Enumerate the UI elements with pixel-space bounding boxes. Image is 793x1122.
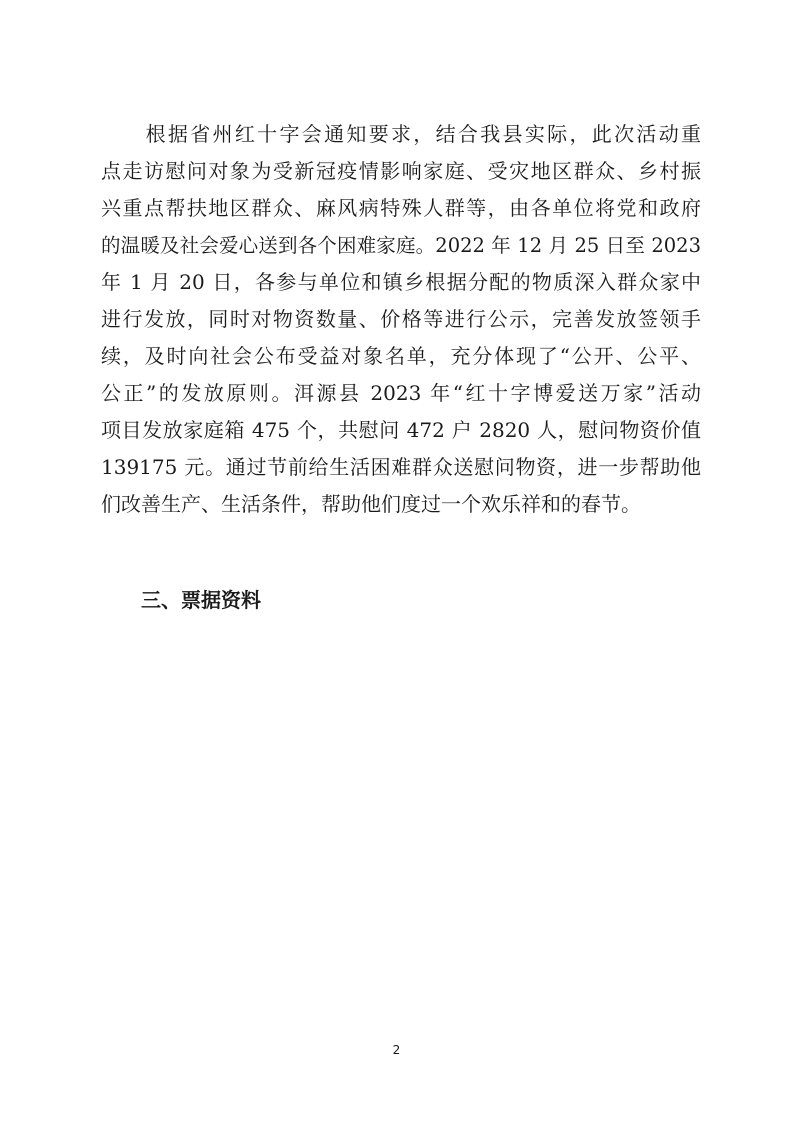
- paragraph-line: 139175 元。通过节前给生活困难群众送慰问物资，进一步帮助他: [101, 455, 701, 479]
- paragraph-line: 的温暖及社会爱心送到各个困难家庭。2022 年 12 月 25 日至 2023: [101, 234, 701, 257]
- paragraph-line: 续，及时向社会公布受益对象名单，充分体现了“公开、公平、: [101, 344, 701, 368]
- paragraph-line: 进行发放，同时对物资数量、价格等进行公示，完善发放签领手: [101, 307, 701, 331]
- paragraph-line: 公正”的发放原则。洱源县 2023 年“红十字博爱送万家”活动: [101, 381, 701, 405]
- paragraph-line: 们改善生产、生活条件，帮助他们度过一个欢乐祥和的春节。: [101, 492, 641, 516]
- paragraph-line: 兴重点帮扶地区群众、麻风病特殊人群等，由各单位将党和政府: [101, 196, 701, 220]
- page-number: 2: [392, 1043, 401, 1057]
- paragraph-line: 项目发放家庭箱 475 个，共慰问 472 户 2820 人，慰问物资价值: [101, 418, 701, 442]
- paragraph-line: 点走访慰问对象为受新冠疫情影响家庭、受灾地区群众、乡村振: [101, 159, 701, 183]
- body-paragraph: [101, 116, 701, 523]
- paragraph-line: 年 1 月 20 日，各参与单位和镇乡根据分配的物质深入群众家中: [101, 270, 701, 294]
- paragraph-line: 根据省州红十字会通知要求，结合我县实际，此次活动重: [101, 122, 701, 146]
- section-heading: 三、票据资料: [141, 588, 261, 612]
